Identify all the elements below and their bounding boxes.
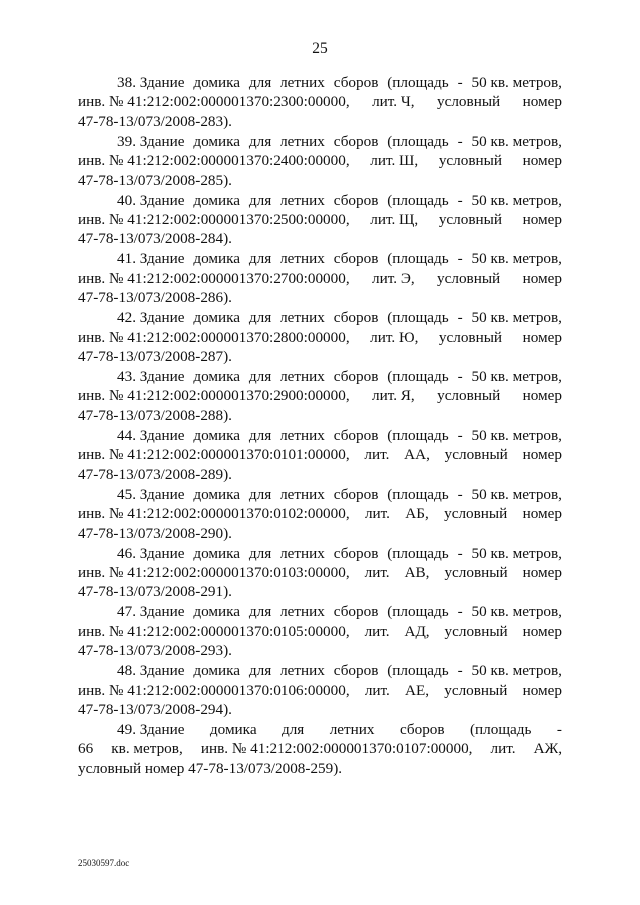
- word: инв. № 41:212:002:000001370:2300:00000,: [78, 93, 350, 111]
- word: для: [248, 132, 272, 150]
- word: 47-78-13/073/2008-285).: [78, 171, 232, 189]
- word: инв. № 41:212:002:000001370:0107:00000,: [200, 740, 473, 758]
- text-line: [78, 328, 562, 347]
- word: 47-78-13/073/2008-293).: [78, 642, 232, 660]
- word: инв. № 41:212:002:000001370:0103:00000,: [78, 563, 350, 581]
- word: номер: [522, 93, 562, 111]
- word: (площадь: [387, 309, 449, 327]
- text-line: [78, 229, 562, 248]
- word: для: [248, 74, 272, 91]
- paragraph-item: [78, 308, 562, 366]
- word: номер: [522, 152, 562, 170]
- word: лит. Щ,: [370, 211, 419, 229]
- word: 39. Здание: [117, 132, 185, 150]
- word: для: [248, 544, 272, 562]
- word: летних: [280, 368, 325, 386]
- word: -: [457, 603, 463, 621]
- text-line: [78, 249, 562, 268]
- word: (площадь: [387, 191, 449, 209]
- word: лит.: [364, 446, 390, 464]
- word: 50 кв. метров,: [471, 191, 562, 209]
- word: летних: [280, 603, 325, 621]
- word: 50 кв. метров,: [471, 368, 562, 386]
- word: 47-78-13/073/2008-284).: [78, 230, 232, 248]
- word: номер: [522, 328, 562, 346]
- text-line: [78, 700, 562, 719]
- word: 46. Здание: [117, 544, 185, 562]
- word: условный: [444, 563, 508, 581]
- text-line: [78, 171, 562, 190]
- word: сборов: [333, 309, 379, 327]
- word: летних: [329, 720, 375, 738]
- word: (площадь: [387, 250, 449, 268]
- paragraph-item: [78, 485, 562, 543]
- word: (площадь: [387, 485, 449, 503]
- word: номер: [522, 622, 562, 640]
- word: -: [457, 250, 463, 268]
- word: инв. № 41:212:002:000001370:0101:00000,: [78, 446, 350, 464]
- word: 47-78-13/073/2008-288).: [78, 406, 232, 424]
- word: условный номер 47-78-13/073/2008-259).: [78, 759, 343, 777]
- paragraph-item: [78, 73, 562, 131]
- word: АА,: [404, 446, 430, 464]
- text-line: [78, 308, 562, 327]
- word: для: [248, 426, 272, 444]
- word: домика: [193, 485, 241, 503]
- word: условный: [438, 211, 502, 229]
- word: для: [248, 250, 272, 268]
- paragraph-item: [78, 249, 562, 307]
- word: -: [556, 720, 562, 738]
- text-line: [78, 112, 562, 131]
- word: кв. метров,: [111, 740, 183, 758]
- word: -: [457, 544, 463, 562]
- word: -: [457, 74, 463, 91]
- word: сборов: [333, 368, 379, 386]
- word: сборов: [333, 426, 379, 444]
- text-line: [78, 367, 562, 386]
- word: (площадь: [387, 544, 449, 562]
- word: (площадь: [387, 603, 449, 621]
- text-line: [78, 602, 562, 621]
- text-line: [78, 92, 562, 111]
- word: 50 кв. метров,: [471, 74, 562, 91]
- word: сборов: [333, 132, 379, 150]
- word: АВ,: [404, 563, 430, 581]
- word: домика: [193, 132, 241, 150]
- word: АЕ,: [405, 681, 430, 699]
- paragraph-item: [78, 661, 562, 719]
- paragraph-item: [78, 367, 562, 425]
- word: АБ,: [405, 505, 429, 523]
- word: 50 кв. метров,: [471, 132, 562, 150]
- paragraph-item: [78, 191, 562, 249]
- word: 40. Здание: [117, 191, 185, 209]
- text-line: [78, 544, 562, 563]
- word: для: [248, 191, 272, 209]
- text-line: [78, 288, 562, 307]
- word: условный: [437, 269, 501, 287]
- text-line: [78, 681, 562, 700]
- text-line: [78, 759, 562, 778]
- word: летних: [280, 309, 325, 327]
- word: лит. Ю,: [370, 328, 419, 346]
- word: инв. № 41:212:002:000001370:2800:00000,: [78, 328, 350, 346]
- word: сборов: [333, 662, 379, 680]
- word: инв. № 41:212:002:000001370:2900:00000,: [78, 387, 350, 405]
- word: лит.: [490, 740, 516, 758]
- word: домика: [209, 720, 257, 738]
- word: для: [248, 603, 272, 621]
- word: (площадь: [387, 132, 449, 150]
- word: для: [282, 720, 305, 738]
- word: лит. Ч,: [372, 93, 415, 111]
- word: летних: [280, 544, 325, 562]
- word: летних: [280, 426, 325, 444]
- word: 48. Здание: [117, 662, 185, 680]
- word: лит.: [364, 563, 390, 581]
- word: лит. Ш,: [370, 152, 419, 170]
- word: 43. Здание: [117, 368, 185, 386]
- word: условный: [444, 681, 508, 699]
- text-line: [78, 622, 562, 641]
- text-line: [78, 151, 562, 170]
- word: номер: [522, 446, 562, 464]
- word: летних: [280, 250, 325, 268]
- word: 47-78-13/073/2008-286).: [78, 289, 232, 307]
- word: 50 кв. метров,: [471, 309, 562, 327]
- document-body: [78, 73, 562, 779]
- word: -: [457, 485, 463, 503]
- word: инв. № 41:212:002:000001370:2400:00000,: [78, 152, 350, 170]
- word: номер: [522, 387, 562, 405]
- word: номер: [522, 563, 562, 581]
- word: 47-78-13/073/2008-294).: [78, 700, 232, 718]
- word: -: [457, 309, 463, 327]
- word: лит. Я,: [372, 387, 415, 405]
- text-line: [78, 504, 562, 523]
- page-number: 25: [312, 40, 328, 57]
- word: сборов: [333, 250, 379, 268]
- word: сборов: [333, 544, 379, 562]
- word: АЖ,: [533, 740, 562, 758]
- word: номер: [522, 211, 562, 229]
- word: условный: [437, 387, 501, 405]
- text-line: [78, 641, 562, 660]
- word: условный: [437, 93, 501, 111]
- word: домика: [193, 426, 241, 444]
- word: инв. № 41:212:002:000001370:2500:00000,: [78, 211, 350, 229]
- paragraph-item: [78, 544, 562, 602]
- paragraph-item: [78, 132, 562, 190]
- word: 47-78-13/073/2008-290).: [78, 524, 232, 542]
- word: для: [248, 309, 272, 327]
- text-line: [78, 406, 562, 425]
- word: условный: [438, 328, 503, 346]
- word: (площадь: [387, 662, 449, 680]
- word: летних: [280, 191, 325, 209]
- word: номер: [522, 269, 562, 287]
- text-line: [78, 445, 562, 464]
- text-line: [78, 347, 562, 366]
- word: -: [457, 662, 463, 680]
- word: 49. Здание: [117, 720, 185, 738]
- text-line: [78, 465, 562, 484]
- text-line: [78, 426, 562, 445]
- word: инв. № 41:212:002:000001370:0106:00000,: [78, 681, 350, 699]
- text-line: [78, 485, 562, 504]
- word: 47. Здание: [117, 603, 185, 621]
- word: 47-78-13/073/2008-287).: [78, 348, 232, 366]
- paragraph-item: [78, 720, 562, 778]
- word: 47-78-13/073/2008-291).: [78, 583, 232, 601]
- word: (площадь: [469, 720, 532, 738]
- text-line: [78, 73, 562, 92]
- word: лит.: [364, 505, 390, 523]
- word: домика: [193, 544, 241, 562]
- word: сборов: [399, 720, 445, 738]
- word: 45. Здание: [117, 485, 185, 503]
- word: 50 кв. метров,: [471, 603, 562, 621]
- word: 42. Здание: [117, 309, 185, 327]
- word: 66: [78, 740, 94, 758]
- word: инв. № 41:212:002:000001370:0105:00000,: [78, 622, 350, 640]
- word: номер: [522, 505, 562, 523]
- word: -: [457, 132, 463, 150]
- word: летних: [280, 132, 325, 150]
- text-line: [78, 210, 562, 229]
- word: домика: [193, 662, 241, 680]
- footer-filename: 25030597.doc: [78, 858, 130, 868]
- word: 50 кв. метров,: [471, 426, 562, 444]
- word: инв. № 41:212:002:000001370:0102:00000,: [78, 505, 350, 523]
- word: 50 кв. метров,: [471, 544, 562, 562]
- word: -: [457, 426, 463, 444]
- text-line: [78, 191, 562, 210]
- text-line: [78, 661, 562, 680]
- word: летних: [280, 74, 325, 91]
- word: 47-78-13/073/2008-283).: [78, 112, 232, 130]
- word: домика: [193, 74, 241, 91]
- word: лит. Э,: [372, 269, 415, 287]
- word: 50 кв. метров,: [471, 485, 562, 503]
- word: условный: [444, 505, 508, 523]
- word: сборов: [333, 74, 379, 91]
- word: летних: [280, 662, 325, 680]
- text-line: [78, 563, 562, 582]
- text-line: [78, 132, 562, 151]
- text-line: [78, 720, 562, 739]
- text-line: [78, 582, 562, 601]
- word: лит.: [364, 681, 390, 699]
- paragraph-item: [78, 602, 562, 660]
- word: домика: [193, 603, 241, 621]
- word: летних: [280, 485, 325, 503]
- word: домика: [193, 250, 241, 268]
- text-line: [78, 386, 562, 405]
- word: сборов: [333, 191, 379, 209]
- word: для: [248, 368, 272, 386]
- word: лит.: [364, 622, 390, 640]
- text-line: [78, 524, 562, 543]
- paragraph-item: [78, 426, 562, 484]
- word: 47-78-13/073/2008-289).: [78, 465, 232, 483]
- word: (площадь: [387, 426, 449, 444]
- word: АД,: [404, 622, 430, 640]
- word: сборов: [333, 485, 379, 503]
- text-line: [78, 739, 562, 758]
- word: 50 кв. метров,: [471, 250, 562, 268]
- word: для: [248, 662, 272, 680]
- text-line: [78, 269, 562, 288]
- word: (площадь: [387, 368, 449, 386]
- word: для: [248, 485, 272, 503]
- word: 44. Здание: [117, 426, 185, 444]
- word: 41. Здание: [117, 250, 185, 268]
- word: (площадь: [387, 74, 449, 91]
- word: номер: [522, 681, 562, 699]
- word: инв. № 41:212:002:000001370:2700:00000,: [78, 269, 350, 287]
- word: 38. Здание: [117, 74, 185, 91]
- word: сборов: [333, 603, 379, 621]
- word: условный: [444, 446, 508, 464]
- word: -: [457, 368, 463, 386]
- word: условный: [444, 622, 508, 640]
- word: условный: [438, 152, 502, 170]
- word: домика: [193, 309, 241, 327]
- word: -: [457, 191, 463, 209]
- word: домика: [193, 191, 241, 209]
- word: домика: [193, 368, 241, 386]
- word: 50 кв. метров,: [471, 662, 562, 680]
